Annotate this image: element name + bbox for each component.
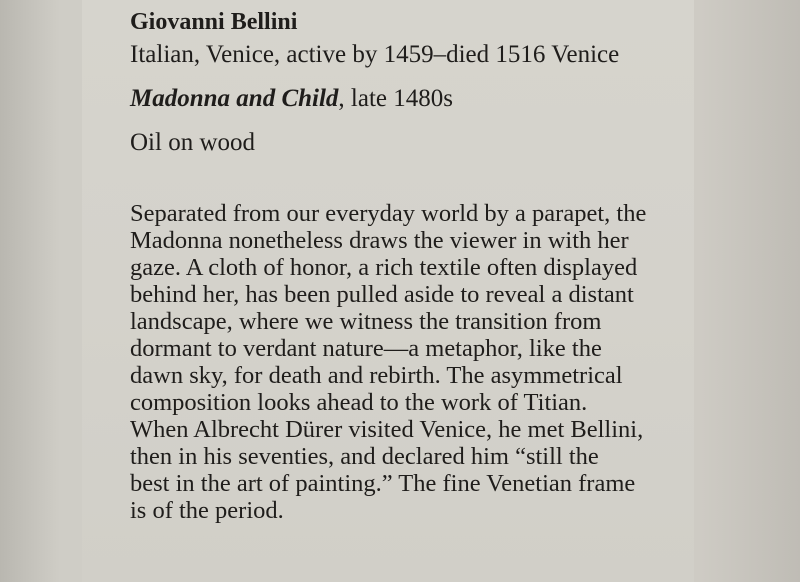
artist-details: Italian, Venice, active by 1459–died 1516 Venice [130,41,620,68]
description-line: When Albrecht Dürer visited Venice, he met Bellini, [130,416,644,443]
label-content [130,8,690,524]
artwork-description [130,200,675,524]
description-line: landscape, where we witness the transition from [130,308,602,335]
description-line: is of the period. [130,497,284,524]
description-line: behind her, has been pulled aside to reveal a distant [130,281,634,308]
artist-name: Giovanni Bellini [130,9,298,35]
description-line: Separated from our everyday world by a parapet, the [130,200,647,227]
description-line: gaze. A cloth of honor, a rich textile often displayed [130,254,638,281]
description-line: composition looks ahead to the work of Titian. [130,389,588,416]
description-line: Madonna nonetheless draws the viewer in with her [130,227,629,254]
description-line: then in his seventies, and declared him “still the [130,443,599,470]
description-line: best in the art of painting.” The fine Venetian frame [130,470,636,497]
artwork-title: Madonna and Child [130,85,339,112]
artwork-medium: Oil on wood [130,129,255,156]
description-line: dormant to verdant nature—a metaphor, like the [130,335,602,362]
artwork-date: , late 1480s [338,85,453,112]
artwork-title-line [130,84,690,114]
description-line: dawn sky, for death and rebirth. The asymmetrical [130,362,623,389]
